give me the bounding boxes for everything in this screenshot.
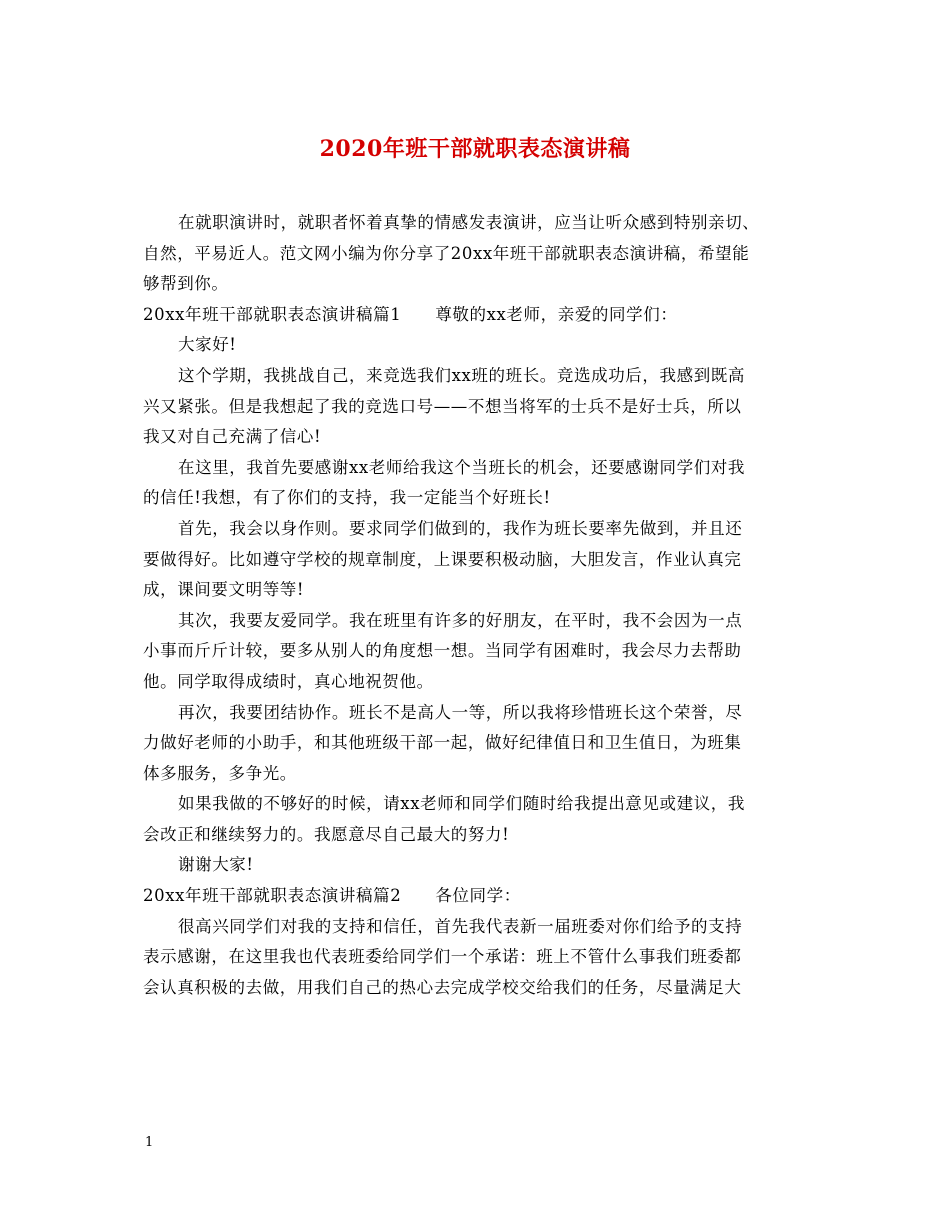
text-line-content: 20xx年班干部就职表态演讲稿篇1 xyxy=(143,304,402,324)
text-line-content: 成，课间要文明等等! xyxy=(143,580,305,600)
text-line xyxy=(143,789,813,820)
text-line-content: 力做好老师的小助手，和其他班级干部一起，做好纪律值日和卫生值日，为班集 xyxy=(143,733,742,753)
text-line-content: 表示感谢，在这里我也代表班委给同学们一个承诺：班上不管什么事我们班委都 xyxy=(143,947,742,967)
text-line xyxy=(143,850,813,881)
text-line xyxy=(143,269,813,300)
text-line-content: 自然，平易近人。范文网小编为你分享了20xx年班干部就职表态演讲稿，希望能 xyxy=(143,243,750,263)
text-line xyxy=(143,453,813,484)
text-line xyxy=(143,545,813,576)
text-line xyxy=(143,667,813,698)
text-line-content: 在这里，我首先要感谢xx老师给我这个当班长的机会，还要感谢同学们对我 xyxy=(178,457,746,477)
text-line-content: 够帮到你。 xyxy=(143,274,229,294)
text-line-content: 他。同学取得成绩时，真心地祝贺他。 xyxy=(143,671,434,691)
text-line xyxy=(143,636,813,667)
text-line-content: 这个学期，我挑战自己，来竞选我们xx班的班长。竞选成功后，我感到既高 xyxy=(178,365,746,385)
text-line-content: 很高兴同学们对我的支持和信任，首先我代表新一届班委对你们给予的支持 xyxy=(178,916,743,936)
text-line xyxy=(143,483,813,514)
text-line-content: 其次，我要友爱同学。我在班里有许多的好朋友，在平时，我不会因为一点 xyxy=(178,610,743,630)
text-line xyxy=(143,361,813,392)
text-line-content: 会认真积极的去做，用我们自己的热心去完成学校交给我们的任务，尽量满足大 xyxy=(143,977,742,997)
text-line-content: 兴又紧张。但是我想起了我的竞选口号——不想当将军的士兵不是好士兵，所以 xyxy=(143,396,742,416)
document-body xyxy=(143,208,813,1003)
text-line xyxy=(143,942,813,973)
text-line-content: 体多服务，多争光。 xyxy=(143,763,297,783)
text-line-content: 会改正和继续努力的。我愿意尽自己最大的努力! xyxy=(143,824,510,844)
text-line xyxy=(143,698,813,729)
text-line-content: 谢谢大家! xyxy=(178,855,254,875)
text-line-content: 在就职演讲时，就职者怀着真挚的情感发表演讲，应当让听众感到特别亲切、 xyxy=(178,213,760,232)
text-line xyxy=(143,973,813,1004)
text-line xyxy=(143,422,813,453)
text-line-content: 的信任!我想，有了你们的支持，我一定能当个好班长! xyxy=(143,488,551,508)
text-line-content: 20xx年班干部就职表态演讲稿篇2 xyxy=(143,886,402,906)
text-line xyxy=(143,514,813,545)
text-line-salutation: 尊敬的xx老师，亲爱的同学们： xyxy=(435,304,678,324)
text-line-content: 要做得好。比如遵守学校的规章制度，上课要积极动脑，大胆发言，作业认真完 xyxy=(143,549,742,569)
text-line xyxy=(143,881,813,912)
text-line xyxy=(143,606,813,637)
text-line xyxy=(143,300,813,331)
text-line xyxy=(143,575,813,606)
text-line xyxy=(143,208,813,239)
text-line xyxy=(143,239,813,270)
text-line xyxy=(143,912,813,943)
text-line xyxy=(143,330,813,361)
text-line-content: 首先，我会以身作则。要求同学们做到的，我作为班长要率先做到，并且还 xyxy=(178,518,743,538)
text-line xyxy=(143,728,813,759)
text-line xyxy=(143,392,813,423)
text-line-content: 我又对自己充满了信心! xyxy=(143,427,322,447)
text-line-salutation: 各位同学： xyxy=(435,886,521,906)
document-title: 2020年班干部就职表态演讲稿 xyxy=(319,136,631,162)
page-number: 1 xyxy=(145,1135,154,1150)
text-line-content: 如果我做的不够好的时候，请xx老师和同学们随时给我提出意见或建议，我 xyxy=(178,794,746,814)
text-line xyxy=(143,759,813,790)
text-line xyxy=(143,820,813,851)
text-line-content: 大家好! xyxy=(178,335,237,355)
text-line-content: 小事而斤斤计较，要多从别人的角度想一想。当同学有困难时，我会尽力去帮助 xyxy=(143,641,742,661)
text-line-content: 再次，我要团结协作。班长不是高人一等，所以我将珍惜班长这个荣誉，尽 xyxy=(178,702,743,722)
